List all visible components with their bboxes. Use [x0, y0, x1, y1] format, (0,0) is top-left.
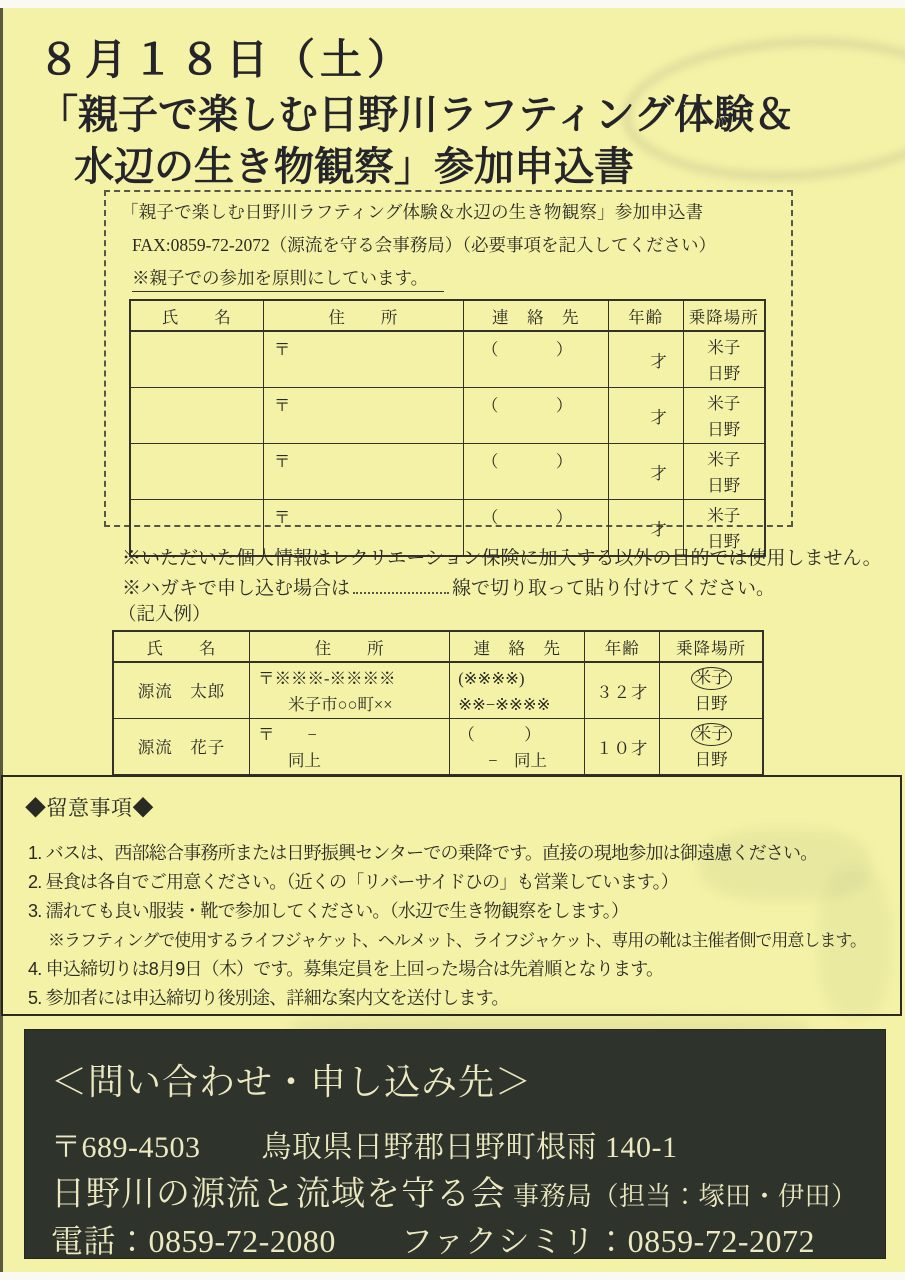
remark-item-3: 3. 濡れても良い服装・靴で参加してください。（水辺で生き物観察をします。） [28, 901, 629, 921]
age-suffix: 才 [650, 520, 667, 539]
remark-item-1: 1. バスは、西部総合事務所または日野振興センターでの乗降です。直接の現地参加は御遠慮ください。 [28, 843, 818, 863]
stop-yonago: 米子 [707, 338, 741, 357]
event-name-line2: 水辺の生き物観察」参加申込書 [74, 145, 634, 189]
example-name: 源流 花子 [113, 719, 250, 776]
contact-cell [463, 444, 608, 500]
header-address: 住 所 [263, 300, 463, 331]
age-suffix: 才 [650, 464, 667, 483]
application-table-row [130, 444, 765, 500]
postal-mark: 〒 [273, 508, 291, 527]
contact-phone-fax: 電話：0859-72-2080 ファクシミリ：0859-72-2072 [51, 1223, 815, 1259]
address-cell [263, 388, 463, 444]
scan-edge-artifact [0, 8, 3, 1272]
age-suffix: 才 [650, 352, 667, 371]
postal-mark: 〒 [273, 396, 291, 415]
postal-mark: 〒 [273, 340, 291, 359]
stop-cell [683, 388, 765, 444]
event-date: ８月１８日（土） [38, 36, 415, 83]
application-table-row [130, 388, 765, 444]
header-stop: 乗降場所 [683, 300, 765, 331]
organization-office: 事務局（担当：塚田・伊田） [506, 1182, 858, 1211]
contact-panel [25, 1030, 885, 1258]
name-cell [130, 388, 263, 444]
stop-cell [683, 444, 765, 500]
example-contact: (※※※※) ※※−※※※※ [450, 662, 585, 719]
event-name-line1: 「親子で楽しむ日野川ラフティング体験＆ [38, 93, 794, 137]
stop-yonago: 米子 [707, 506, 741, 525]
phone-parens: （ ） [481, 452, 575, 471]
example-contact: （ ） − 同上 [450, 719, 585, 776]
stop-hino: 日野 [707, 532, 741, 551]
stop-hino: 日野 [694, 750, 728, 769]
application-form-box [104, 190, 793, 551]
fax-instruction: FAX:0859-72-2072（源流を守る会事務局）（必要事項を記入してください） [132, 235, 716, 255]
application-table-header-row [130, 300, 765, 331]
page-title [38, 34, 794, 193]
example-address: 〒 − 同上 [250, 719, 450, 776]
header-name: 氏 名 [113, 631, 250, 662]
contact-organization-line [51, 1166, 858, 1215]
phone-parens: （ ） [481, 508, 575, 527]
example-label: （記入例） [118, 605, 211, 625]
remark-item-4: 4. 申込締切りは8月9日（木）です。募集定員を上回った場合は先着順となります。 [28, 959, 664, 979]
stop-hino: 日野 [707, 420, 741, 439]
stop-hino: 日野 [694, 694, 728, 713]
address-cell [263, 331, 463, 388]
remarks-list [28, 839, 900, 1013]
remark-item-5: 5. 参加者には申込締切り後別途、詳細な案内文を送付します。 [28, 988, 509, 1008]
postcard-note: ※ハガキで申し込む場合は 線で切り取って貼り付けてください。 [122, 578, 776, 599]
stop-hino: 日野 [707, 364, 741, 383]
example-row-taro [113, 662, 763, 719]
remark-item-equipment-note: ※ラフティングで使用するライフジャケット、ヘルメット、ライフジャケット、専用の靴は主催者側で用意します。 [48, 931, 867, 950]
organization-name: 日野川の源流と流域を守る会 [51, 1176, 506, 1213]
name-cell [130, 444, 263, 500]
remarks-title: ◆留意事項◆ [25, 797, 154, 820]
phone-parens: （ ） [481, 396, 575, 415]
application-table-row [130, 331, 765, 388]
stop-hino: 日野 [707, 476, 741, 495]
header-name: 氏 名 [130, 300, 263, 331]
header-contact: 連 絡 先 [463, 300, 608, 331]
header-contact: 連 絡 先 [450, 631, 585, 662]
header-stop: 乗降場所 [660, 631, 763, 662]
header-age: 年齢 [608, 300, 683, 331]
stop-yonago: 米子 [707, 394, 741, 413]
application-table [129, 299, 766, 557]
example-table [112, 630, 764, 776]
name-cell [130, 331, 263, 388]
example-age: １０才 [585, 719, 660, 776]
example-table-header-row [113, 631, 763, 662]
address-cell [263, 444, 463, 500]
age-suffix: 才 [650, 408, 667, 427]
stop-cell [683, 331, 765, 388]
age-cell [608, 388, 683, 444]
stop-yonago: 米子 [707, 450, 741, 469]
example-stop [660, 662, 763, 719]
age-cell [608, 331, 683, 388]
example-stop [660, 719, 763, 776]
remark-item-2: 2. 昼食は各自でご用意ください。（近くの「リバーサイドひの」も営業しています。） [28, 872, 678, 892]
privacy-note: ※いただいた個人情報はレクリエーション保険に加入する以外の目的では使用しません。 [122, 548, 882, 569]
contact-cell [463, 331, 608, 388]
contact-address: 〒689-4503 鳥取県日野郡日野町根雨 140-1 [51, 1131, 678, 1164]
phone-parens: （ ） [481, 340, 575, 359]
cut-line-blank [353, 580, 449, 594]
example-address: 〒※※※-※※※※ 米子市○○町×× [250, 662, 450, 719]
circled-stop-yonago: 米子 [691, 667, 732, 690]
postal-mark: 〒 [273, 452, 291, 471]
circled-stop-yonago: 米子 [691, 723, 732, 746]
participation-note: ※親子での参加を原則にしています。 [132, 265, 791, 292]
header-age: 年齢 [585, 631, 660, 662]
example-name: 源流 太郎 [113, 662, 250, 719]
example-row-hanako [113, 719, 763, 776]
scanned-form-sheet [0, 8, 905, 1272]
form-heading: 「親子で楽しむ日野川ラフティング体験＆水辺の生き物観察」参加申込書 [121, 202, 704, 222]
remarks-section [1, 775, 902, 1016]
age-cell [608, 444, 683, 500]
contact-cell [463, 388, 608, 444]
example-age: ３２才 [585, 662, 660, 719]
form-notes [122, 544, 882, 604]
header-address: 住 所 [250, 631, 450, 662]
contact-heading: ＜問い合わせ・申し込み先＞ [51, 1062, 533, 1102]
